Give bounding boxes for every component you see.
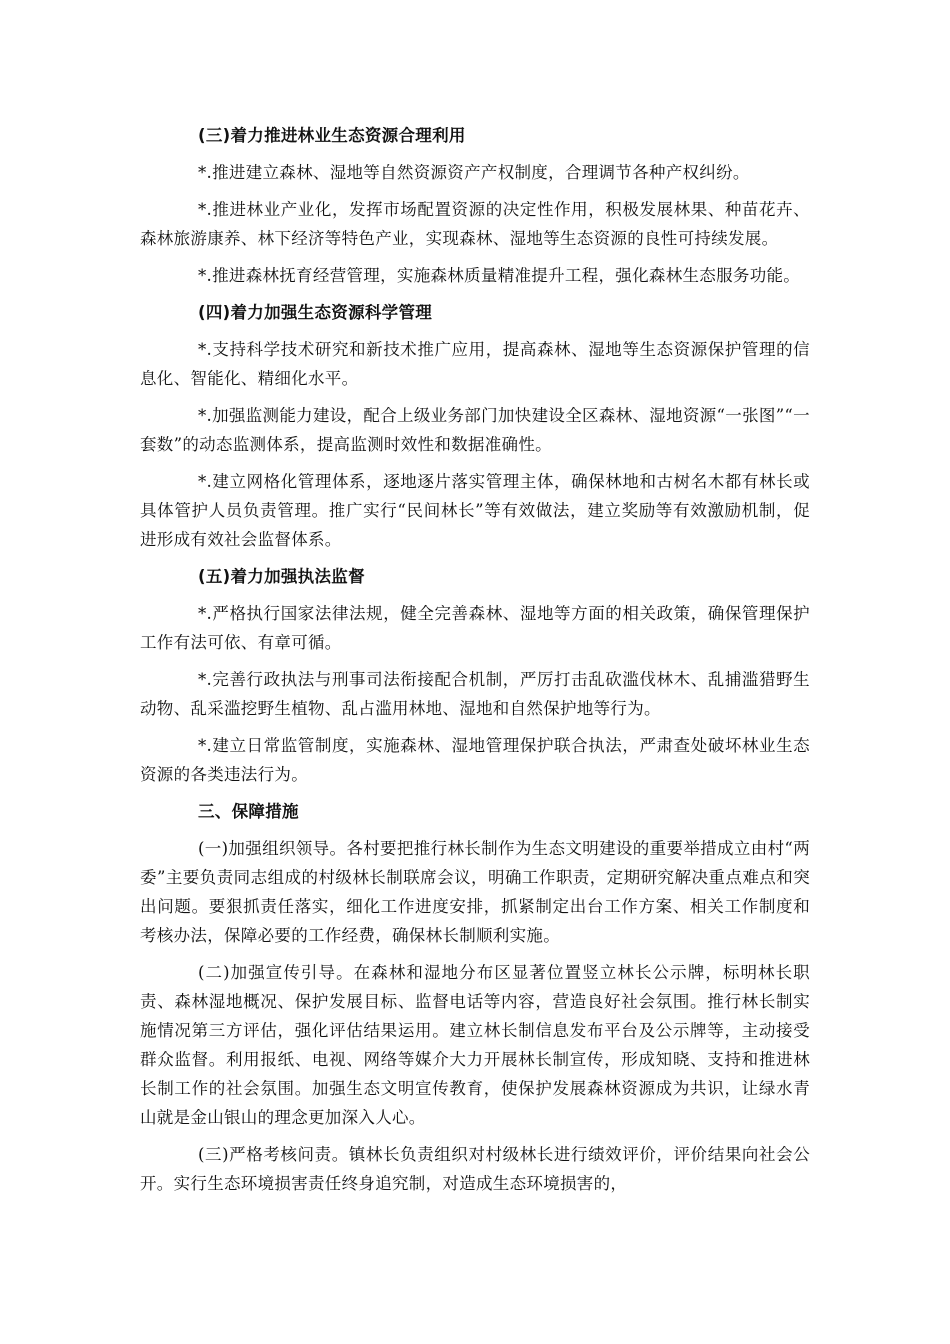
- paragraph: *.完善行政执法与刑事司法衔接配合机制，严厉打击乱砍滥伐林木、乱捕滥猎野生动物、乱采滥挖野生植物、乱占滥用林地、湿地和自然保护地等行为。: [140, 670, 810, 718]
- section-heading: (三)着力推进林业生态资源合理利用: [198, 126, 466, 145]
- paragraph: *.推进林业产业化，发挥市场配置资源的决定性作用，积极发展林果、种苗花卉、森林旅游康养、林下经济等特色产业，实现森林、湿地等生态资源的良性可持续发展。: [140, 200, 810, 248]
- paragraph: *.建立日常监管制度，实施森林、湿地管理保护联合执法，严肃查处破坏林业生态资源的各类违法行为。: [140, 736, 810, 784]
- paragraph: *.推进建立森林、湿地等自然资源资产产权制度，合理调节各种产权纠纷。: [198, 163, 750, 182]
- paragraph: *.加强监测能力建设，配合上级业务部门加快建设全区森林、湿地资源“一张图”“一套数”的动态监测体系，提高监测时效性和数据准确性。: [140, 406, 810, 454]
- section-heading: (四)着力加强生态资源科学管理: [198, 303, 433, 322]
- paragraph: (二)加强宣传引导。在森林和湿地分布区显著位置竖立林长公示牌，标明林长职责、森林湿地概况、保护发展目标、监督电话等内容，营造良好社会氛围。推行林长制实施情况第三方评估，强化评估结果运用。建立林长制信息发布平台及公示牌等，主动接受群众监督。利用报纸、电视、网络等媒介大力开展林长制宣传，形成知晓、支持和推进林长制工作的社会氛围。加强生态文明宣传教育，使保护发展森林资源成为共识，让绿水青山就是金山银山的理念更加深入人心。: [140, 963, 810, 1127]
- section-heading: (五)着力加强执法监督: [198, 567, 365, 586]
- paragraph: (三)严格考核问责。镇林长负责组织对村级林长进行绩效评价，评价结果向社会公开。实行生态环境损害责任终身追究制，对造成生态环境损害的，: [140, 1145, 810, 1193]
- paragraph: *.严格执行国家法律法规，健全完善森林、湿地等方面的相关政策，确保管理保护工作有法可依、有章可循。: [140, 604, 810, 652]
- paragraph: *.支持科学技术研究和新技术推广应用，提高森林、湿地等生态资源保护管理的信息化、智能化、精细化水平。: [140, 340, 810, 388]
- paragraph: *.建立网格化管理体系，逐地逐片落实管理主体，确保林地和古树名木都有林长或具体管护人员负责管理。推广实行“民间林长”等有效做法，建立奖励等有效激励机制，促进形成有效社会监督体系。: [140, 472, 810, 549]
- section-heading: 三、保障措施: [198, 802, 299, 821]
- paragraph: (一)加强组织领导。各村要把推行林长制作为生态文明建设的重要举措成立由村“两委”主要负责同志组成的村级林长制联席会议，明确工作职责，定期研究解决重点难点和突出问题。要狠抓责任落实，细化工作进度安排，抓紧制定出台工作方案、相关工作制度和考核办法，保障必要的工作经费，确保林长制顺利实施。: [140, 839, 810, 945]
- paragraph: *.推进森林抚育经营管理，实施森林质量精准提升工程，强化森林生态服务功能。: [198, 266, 801, 285]
